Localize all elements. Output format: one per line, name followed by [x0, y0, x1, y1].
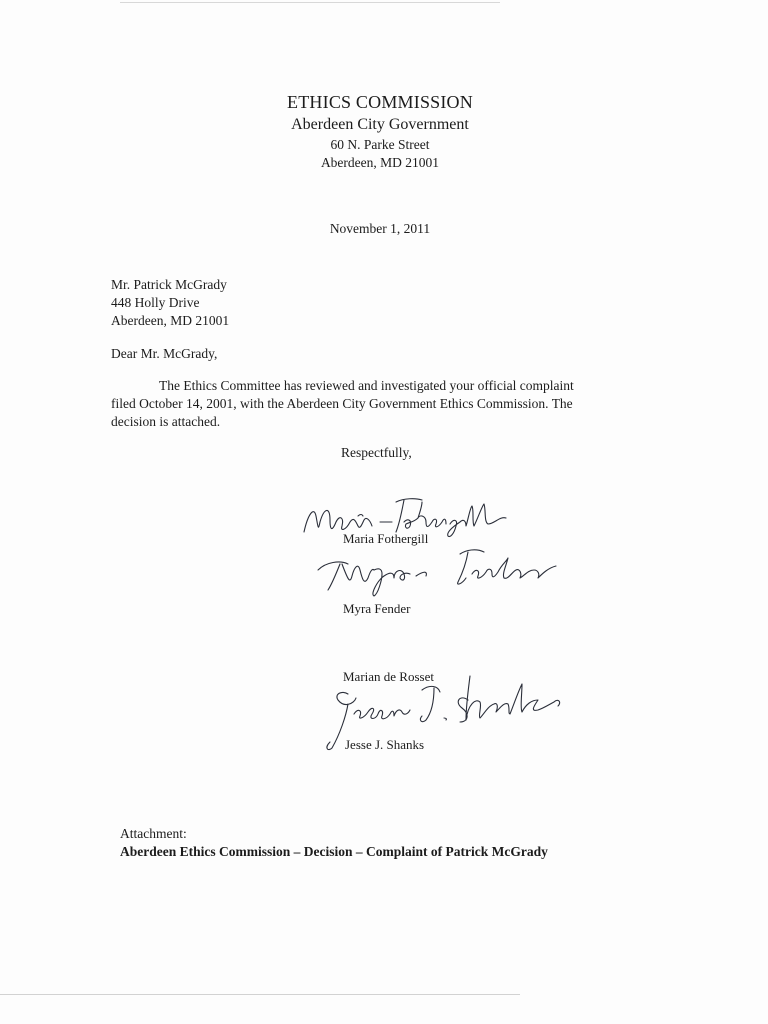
letterhead-street: 60 N. Parke Street: [330, 137, 430, 152]
closing: Respectfully,: [341, 445, 412, 460]
letterhead-title: ETHICS COMMISSION: [287, 92, 473, 112]
signature-myra-fender: [312, 540, 572, 600]
scan-edge-bottom: [0, 994, 520, 995]
body-line: filed October 14, 2001, with the Aberdeen City Government Ethics Commission. The: [111, 396, 573, 411]
signer-name-myra-fender: Myra Fender: [343, 601, 411, 616]
letter-date: November 1, 2011: [329, 221, 431, 236]
recipient-address: [111, 276, 229, 330]
signer-name-maria-fothergill: Maria Fothergill: [343, 531, 429, 546]
letter-body: [111, 377, 641, 431]
recipient-city: Aberdeen, MD 21001: [111, 313, 230, 328]
attachment-title: Aberdeen Ethics Commission – Decision – Complaint of Patrick McGrady: [120, 844, 548, 859]
letterhead-city: Aberdeen, MD 21001: [320, 155, 440, 170]
body-line: The Ethics Committee has reviewed and investigated your official complaint: [159, 378, 574, 393]
signer-name-jesse-shanks: Jesse J. Shanks: [345, 737, 425, 752]
recipient-street: 448 Holly Drive: [111, 295, 200, 310]
salutation: Dear Mr. McGrady,: [111, 346, 218, 361]
body-line: decision is attached.: [111, 414, 221, 429]
attachment-label: Attachment:: [120, 826, 187, 841]
scan-edge-top: [120, 2, 500, 3]
recipient-name: Mr. Patrick McGrady: [111, 277, 227, 292]
signer-name-marian-de-rosset: Marian de Rosset: [343, 669, 434, 684]
letterhead-organization: Aberdeen City Government: [291, 116, 469, 133]
